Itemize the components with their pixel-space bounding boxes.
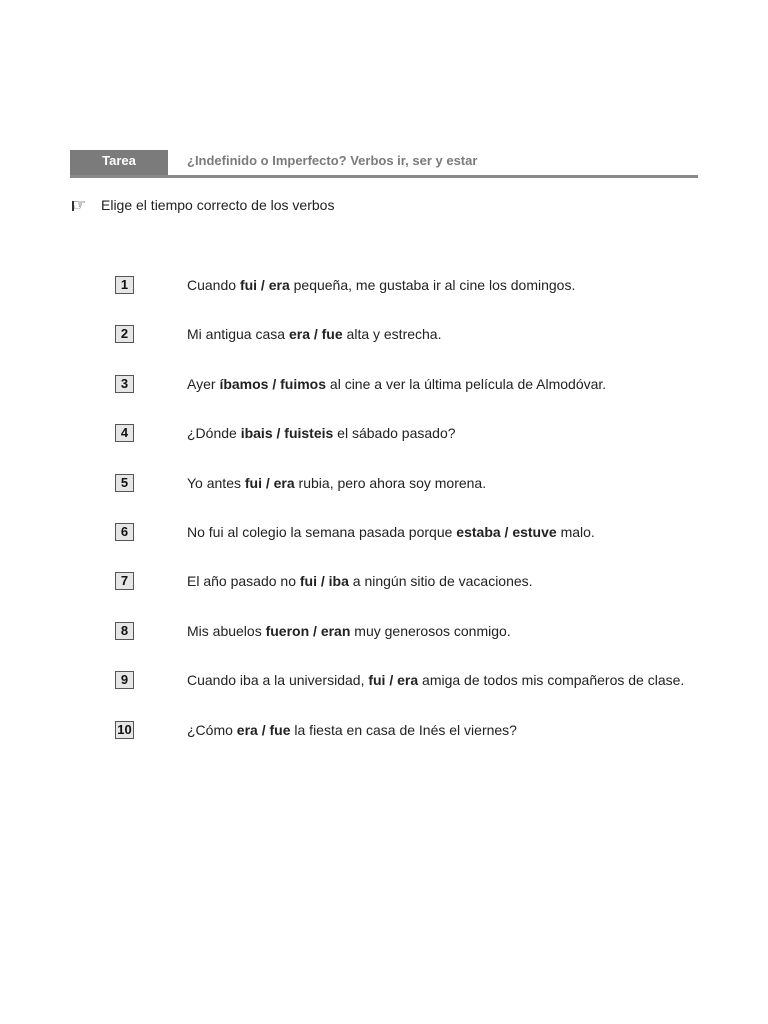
verb-options: era / fue bbox=[288, 326, 343, 342]
verb-options: fui / iba bbox=[299, 573, 349, 589]
worksheet-title: ¿Indefinido o Imperfecto? Verbos ir, ser y estar bbox=[187, 153, 478, 168]
exercise-item bbox=[0, 621, 768, 641]
sentence-end: a ningún sitio de vacaciones. bbox=[348, 573, 533, 589]
verb-options: era / fue bbox=[236, 722, 291, 738]
sentence-start: No fui al colegio la semana pasada porque bbox=[187, 524, 457, 540]
item-number: 7 bbox=[115, 572, 134, 590]
sentence-end: la fiesta en casa de Inés el viernes? bbox=[290, 722, 517, 738]
verb-options: fueron / eran bbox=[265, 623, 351, 639]
sentence-end: rubia, pero ahora soy morena. bbox=[294, 475, 487, 491]
sentence-start: Ayer bbox=[187, 376, 220, 392]
exercise-item bbox=[0, 423, 768, 443]
exercise-item bbox=[0, 720, 768, 740]
verb-options: ibais / fuisteis bbox=[240, 425, 334, 441]
sentence-end: malo. bbox=[556, 524, 595, 540]
item-number: 6 bbox=[115, 523, 134, 541]
sentence-start: Mis abuelos bbox=[187, 623, 266, 639]
sentence-start: Yo antes bbox=[187, 475, 245, 491]
exercise-item bbox=[0, 324, 768, 344]
item-sentence bbox=[187, 375, 606, 393]
item-number: 1 bbox=[115, 276, 134, 294]
sentence-end: el sábado pasado? bbox=[333, 425, 456, 441]
sentence-start: ¿Dónde bbox=[187, 425, 241, 441]
item-sentence bbox=[187, 671, 684, 689]
instruction-text: Elige el tiempo correcto de los verbos bbox=[101, 197, 335, 213]
sentence-end: pequeña, me gustaba ir al cine los domingos. bbox=[289, 277, 576, 293]
exercise-item bbox=[0, 522, 768, 542]
sentence-start: El año pasado no bbox=[187, 573, 300, 589]
verb-options: fui / era bbox=[368, 672, 419, 688]
item-number: 4 bbox=[115, 424, 134, 442]
exercise-item bbox=[0, 473, 768, 493]
verb-options: fui / era bbox=[239, 277, 290, 293]
sentence-start: Cuando bbox=[187, 277, 240, 293]
item-number: 5 bbox=[115, 474, 134, 492]
verb-options: íbamos / fuimos bbox=[219, 376, 327, 392]
sentence-start: Mi antigua casa bbox=[187, 326, 289, 342]
header-divider bbox=[70, 175, 698, 178]
exercise-item bbox=[0, 670, 768, 690]
pointing-hand-icon bbox=[72, 195, 94, 215]
sentence-end: alta y estrecha. bbox=[342, 326, 442, 342]
item-sentence bbox=[187, 325, 441, 343]
sentence-end: muy generosos conmigo. bbox=[350, 623, 511, 639]
exercise-item bbox=[0, 275, 768, 295]
item-sentence bbox=[187, 523, 595, 541]
sentence-end: al cine a ver la última película de Almodóvar. bbox=[326, 376, 607, 392]
item-number: 2 bbox=[115, 325, 134, 343]
item-number: 3 bbox=[115, 375, 134, 393]
item-sentence bbox=[187, 572, 533, 590]
sentence-start: Cuando iba a la universidad, bbox=[187, 672, 369, 688]
verb-options: fui / era bbox=[244, 475, 295, 491]
item-sentence bbox=[187, 622, 511, 640]
item-sentence bbox=[187, 721, 517, 739]
item-number: 10 bbox=[115, 721, 134, 739]
sentence-end: amiga de todos mis compañeros de clase. bbox=[418, 672, 685, 688]
item-number: 9 bbox=[115, 671, 134, 689]
exercise-item bbox=[0, 571, 768, 591]
item-sentence bbox=[187, 276, 575, 294]
item-sentence bbox=[187, 424, 456, 442]
item-number: 8 bbox=[115, 622, 134, 640]
item-sentence bbox=[187, 474, 486, 492]
sentence-start: ¿Cómo bbox=[187, 722, 237, 738]
task-tag: Tarea bbox=[70, 150, 168, 176]
exercise-item bbox=[0, 374, 768, 394]
verb-options: estaba / estuve bbox=[456, 524, 557, 540]
